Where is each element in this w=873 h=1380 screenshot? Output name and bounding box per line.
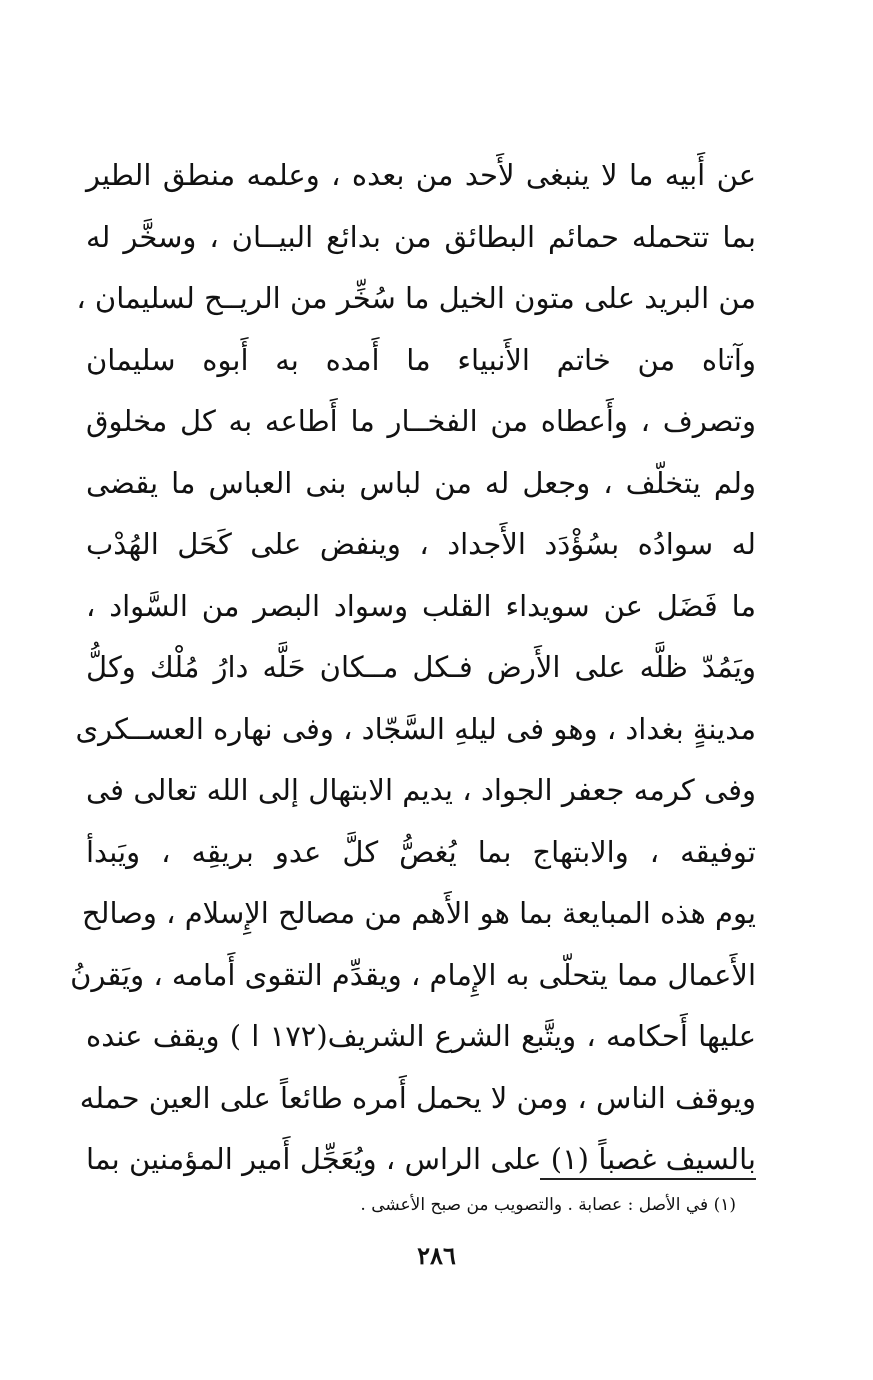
- text-line: ولم يتخلّف ، وجعل له من لباس بنى العباس ما يقضى: [86, 465, 756, 500]
- text-line: توفيقه ، والابتهاج بما يُغصُّ كلَّ عدو بريقِه ، ويَبدأ: [86, 834, 756, 869]
- text-line: له سوادُه بسُؤْدَد الأَجداد ، وينفض على كَحَل الهُدْب: [86, 527, 756, 561]
- text-line: عن أَبيه ما لا ينبغى لأَحد من بعده ، وعلمه منطق الطير: [86, 158, 756, 192]
- text-line: من البريد على متون الخيل ما سُخِّر من الريــح لسليمان ،: [76, 281, 756, 315]
- text-line: ويوقف الناس ، ومن لا يحمل أَمره طائعاً على العين حمله: [79, 1080, 756, 1115]
- text-line: ما فَضَل عن سويداء القلب وسواد البصر من السَّواد ،: [86, 588, 756, 623]
- text-line: عليها أَحكامه ، ويتَّبع الشرع الشريف(١٧٢ ا ) ويقف عنده: [86, 1019, 757, 1053]
- footnote: (١) في الأصل : عصابة . والتصويب من صبح الأعشى .: [360, 1195, 736, 1215]
- text-line: وآتاه من خاتم الأَنبياء ما أَمده به أَبوه سليمان: [86, 342, 756, 377]
- text-line: مدينةٍ بغداد ، وهو فى ليلهِ السَّجّاد ، وفى نهاره العســكرى: [75, 711, 756, 746]
- text-line: وتصرف ، وأَعطاه من الفخــار ما أَطاعه به كل مخلوق: [86, 404, 756, 438]
- page-number: ٢٨٦: [417, 1241, 456, 1270]
- text-line: وفى كرمه جعفر الجواد ، يديم الابتهال إلى الله تعالى فى: [86, 773, 756, 807]
- text-line: ويَمُدّ ظلَّه على الأَرض فـكل مــكان حَلَّه دارُ مُلْك وكلُّ: [86, 650, 756, 684]
- text-line: يوم هذه المبايعة بما هو الأَهم من مصالح الإِسلام ، وصالح: [81, 896, 756, 930]
- text-line: بالسيف غصباً (١) على الراس ، ويُعَجِّل أَمير المؤمنين بما: [86, 1142, 756, 1176]
- text-line: بما تتحمله حمائم البطائق من بدائع البيــان ، وسخَّر له: [86, 219, 756, 254]
- body-text: [70, 145, 757, 1191]
- footnote-divider: [540, 1178, 756, 1180]
- text-line: الأَعمال مما يتحلّى به الإِمام ، ويقدِّم التقوى أَمامه ، ويَقرنُ: [70, 957, 756, 992]
